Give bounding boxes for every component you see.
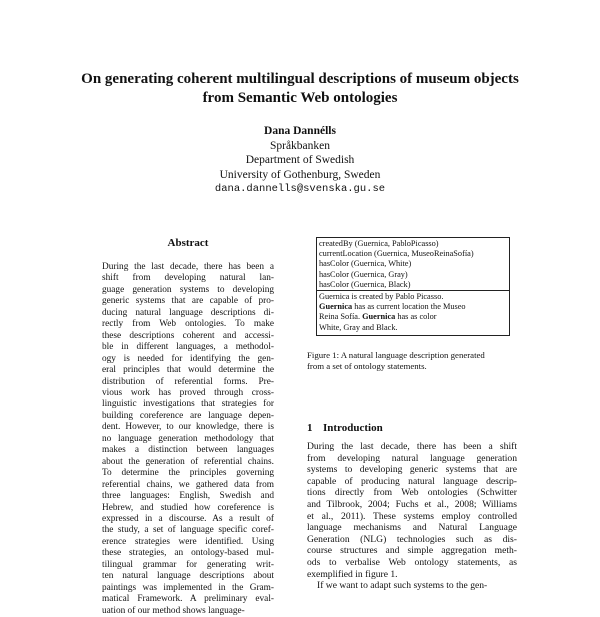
abstract-line: three languages: English, Swedish and [102, 491, 274, 502]
abstract-line: shift from developing natural lan- [102, 273, 274, 284]
intro-continuation: If we want to adapt such systems to the gen- [317, 580, 488, 592]
abstract-line: rectly from Web ontologies. To make [102, 319, 274, 330]
intro-line: and Tilbrook, 2004; Fuchs et al., 2008; Williams [307, 498, 517, 510]
intro-line: language mechanisms and Natural Language [307, 522, 517, 534]
abstract-line: generic systems that are capable of pro- [102, 296, 274, 307]
abstract-line: erence strategies were identified. Using [102, 536, 274, 547]
abstract-line: ducing natural language descriptions di- [102, 307, 274, 318]
abstract-line: tilingual grammar for generating writ- [102, 559, 274, 570]
intro-line: systems to developing generic systems that are [307, 464, 517, 476]
description-line [319, 312, 507, 322]
description-text: Reina Sofía. [319, 312, 363, 322]
abstract-line: eral principles that would determine the [102, 365, 274, 376]
paper-title-line: from Semantic Web ontologies [202, 90, 398, 106]
intro-line: course structures and simple aggregation meth- [307, 545, 517, 557]
abstract-line: linguistic investigations that strategies for [102, 399, 274, 410]
abstract-line: makes a distinction between languages [102, 445, 274, 456]
abstract-line: vious work has proved through cross- [102, 387, 274, 398]
abstract-line: distribution of referential forms. Pre- [102, 376, 274, 387]
affiliation-line: Department of Swedish [245, 154, 355, 166]
description-line: Guernica is created by Pablo Picasso. [319, 292, 444, 302]
description-subject: Guernica [319, 302, 353, 312]
ontology-statement: hasColor (Guernica, White) [319, 259, 412, 269]
abstract-line: To determine the principles governing [102, 468, 274, 479]
abstract-line: paintings was implemented in the Gram- [102, 582, 274, 593]
author-block [0, 124, 600, 197]
section-heading [307, 422, 383, 434]
intro-line: ods to verbalise Web ontology statements, as [307, 556, 517, 568]
description-line [319, 302, 507, 312]
caption-line: Figure 1: A natural language description generated [307, 350, 485, 360]
description-text: has as color [395, 312, 437, 322]
abstract-line: these strategies, an ontology-based mul- [102, 548, 274, 559]
intro-line: et al., 2011). These systems employ controlled [307, 510, 517, 522]
abstract-line: ten natural language descriptions about [102, 571, 274, 582]
abstract-line: ble in different languages, a methodol- [102, 342, 274, 353]
intro-line: tions directly from Web ontologies (Schwitter [307, 487, 517, 499]
ontology-statement: hasColor (Guernica, Gray) [319, 269, 408, 279]
caption-line: from a set of ontology statements. [307, 361, 427, 371]
paper-title-line: On generating coherent multilingual descriptions of museum objects [81, 71, 519, 87]
ontology-statement: hasColor (Guernica, Black) [319, 279, 411, 289]
abstract-line: Hebrew, and studied how coreference is [102, 502, 274, 513]
intro-line: Generation (NLG) technologies such as dis- [307, 533, 517, 545]
abstract-heading: Abstract [167, 237, 209, 249]
figure-1-caption [307, 350, 512, 372]
abstract-line: building coreference are language depen- [102, 410, 274, 421]
author-name: Dana Dannélls [264, 125, 336, 137]
intro-line: from developing natural language generation [307, 452, 517, 464]
description-subject: Guernica [362, 312, 396, 322]
abstract-line: the study, a set of language specific coref- [102, 525, 274, 536]
abstract-line: guage generation systems to developing [102, 284, 274, 295]
ontology-statement: currentLocation (Guernica, MuseoReinaSofía) [319, 249, 474, 259]
author-email[interactable]: dana.dannells@svenska.gu.se [214, 183, 386, 195]
description-text: has as current location the Museo [352, 302, 466, 312]
paper-title [0, 70, 600, 108]
abstract-line: expressed in a discourse. As a result of [102, 513, 274, 524]
figure-1-box [316, 237, 510, 336]
abstract-line: uation of our method shows language- [102, 605, 245, 616]
description-line: White, Gray and Black. [319, 322, 398, 332]
intro-line: During the last decade, there has been a shift [307, 441, 517, 452]
ontology-statements [317, 238, 509, 291]
abstract-line: these descriptions coherent and accessi- [102, 330, 274, 341]
ontology-statement: createdBy (Guernica, PabloPicasso) [319, 239, 439, 248]
intro-line: capable of producing natural language descrip- [307, 475, 517, 487]
section-number: 1 [307, 422, 313, 434]
affiliation-line: Språkbanken [269, 139, 331, 152]
abstract-line: dent. However, to our knowledge, there is [102, 422, 274, 433]
abstract-line: matical Framework. A preliminary eval- [102, 594, 274, 605]
generated-description [317, 291, 509, 335]
abstract-line: ogy is needed for identifying the gen- [102, 353, 274, 364]
affiliation-line: University of Gothenburg, Sweden [219, 168, 381, 181]
abstract-line: no language generation methodology that [102, 433, 274, 444]
intro-line: exemplified in figure 1. [307, 568, 398, 580]
abstract-body [102, 262, 274, 617]
section-title: Introduction [323, 422, 383, 434]
abstract-line: referential chains, we gathered data from [102, 479, 274, 490]
introduction-body [307, 441, 517, 592]
abstract-line: During the last decade, there has been a [102, 262, 274, 272]
abstract-line: about the generation of referential chains. [102, 456, 274, 467]
